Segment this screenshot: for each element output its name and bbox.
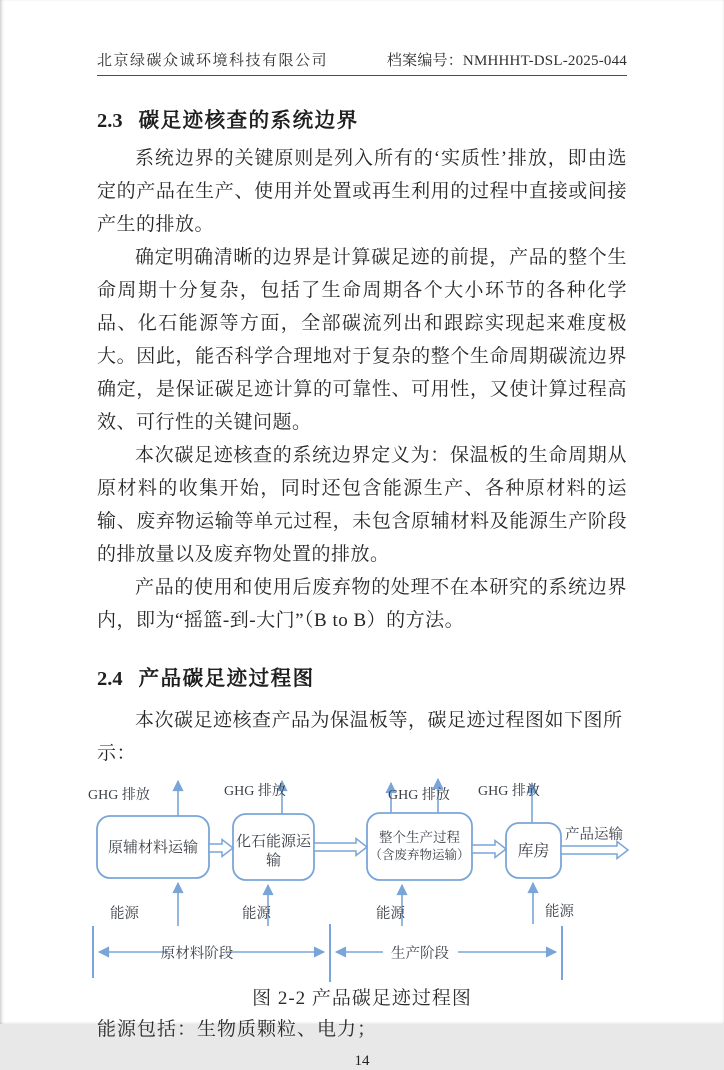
ghg-label-2: GHG 排放 [224,784,286,799]
section-2-4-title: 产品碳足迹过程图 [138,668,315,690]
paragraph-system-boundary-4: 产品的使用和使用后废弃物的处理不在本研究的系统边界内，即为“摇篮-到-大门”（B to B）的方法。 [97,577,627,631]
connector-arrow-product-out [561,842,628,859]
section-2-3-heading [97,103,627,133]
product-transport-label: 产品运输 [565,827,623,843]
page-header [97,0,627,76]
connector-arrow-1 [209,840,233,857]
stage-label-raw-material: 原材料阶段 [160,946,234,962]
ghg-label-1: GHG 排放 [88,788,150,803]
section-2-3-number: 2.3 [97,110,123,132]
box-label-fossil-energy-line2: 输 [265,853,282,869]
page-number: 14 [354,1053,370,1069]
paragraph-system-boundary-3: 本次碳足迹核查的系统边界定义为：保温板的生命周期从原材料的收集开始，同时还包含能源生产、各种原材料的运输、废弃物运输等单元过程，未包含原辅材料及能源生产阶段的排放量以及废弃物处置的排放。 [97,445,627,565]
connector-arrow-3 [472,841,506,858]
energy-note: 能源包括：生物质颗粒、电力； [97,1019,378,1040]
flow-diagram-svg [0,770,724,982]
archive-number: 档案编号：NMHHHT-DSL-2025-044 [386,53,627,69]
section-2-3-title: 碳足迹核查的系统边界 [138,110,359,132]
page-content [97,103,627,770]
box-label-production-line1: 整个生产过程 [379,830,460,845]
box-label-raw-material-transport: 原辅材料运输 [107,840,199,856]
stage-label-production: 生产阶段 [391,946,449,962]
ghg-label-4: GHG 排放 [478,784,540,799]
energy-label-2: 能源 [242,906,271,922]
box-production-process [367,813,472,880]
connector-arrow-2 [314,839,367,856]
box-label-warehouse: 库房 [517,843,550,860]
energy-label-4: 能源 [545,904,574,920]
box-label-fossil-energy-line1: 化石能源运 [235,834,312,850]
company-name: 北京绿碳众诚环境科技有限公司 [97,53,329,69]
section-2-4-heading [97,661,627,691]
paragraph-figure-intro: 本次碳足迹核查产品为保温板等，碳足迹过程图如下图所示： [97,710,623,764]
ghg-label-3: GHG 排放 [388,788,450,803]
energy-label-1: 能源 [110,906,139,922]
energy-label-3: 能源 [376,906,405,922]
figure-caption: 图 2-2 产品碳足迹过程图 [252,988,472,1009]
paragraph-system-boundary-1: 系统边界的关键原则是列入所有的‘实质性’排放，即由选定的产品在生产、使用并处置或再生利用的过程中直接或间接产生的排放。 [97,148,627,235]
process-flow-diagram [0,770,724,987]
box-label-production-line2: （含废弃物运输） [369,848,470,862]
section-2-4-number: 2.4 [97,668,123,690]
paragraph-system-boundary-2: 确定明确清晰的边界是计算碳足迹的前提，产品的整个生命周期十分复杂，包括了生命周期各个大小环节的各种化学品、化石能源等方面，全部碳流列出和跟踪实现起来难度极大。因此，能否科学合理地对于复杂的整个生命周期碳流边界确定，是保证碳足迹计算的可靠性、可用性，又使计算过程高效、可行性的关键问题。 [97,247,627,433]
